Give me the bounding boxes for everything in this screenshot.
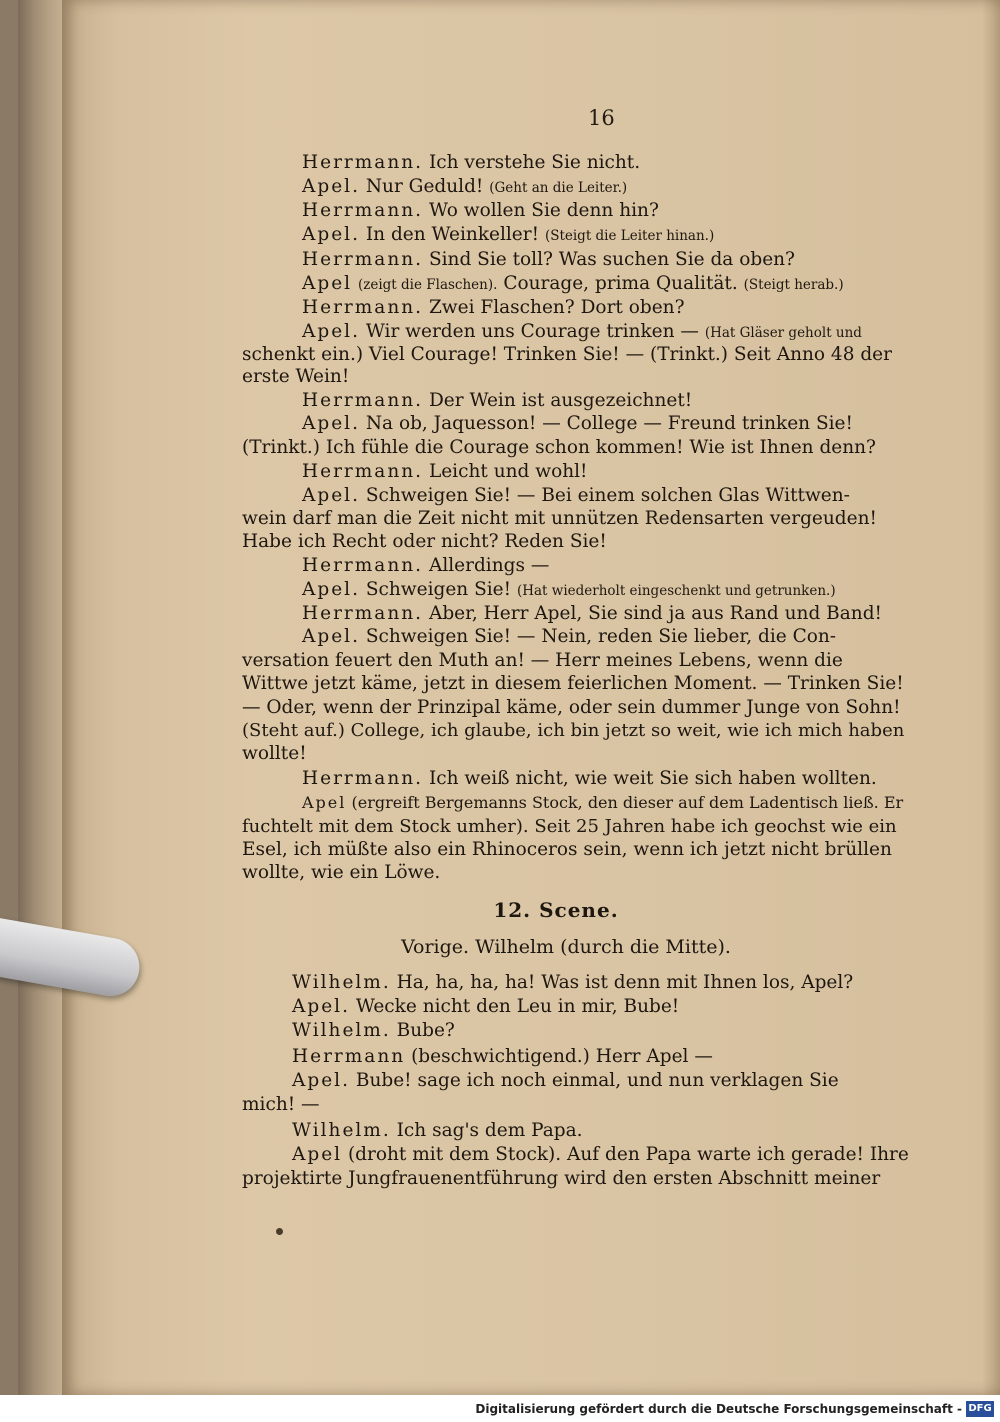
line-text: wein darf man die Zeit nicht mit unnützen Redensarten vergeuden!	[242, 508, 877, 529]
text-line	[302, 485, 850, 507]
line-text: Wittwe jetzt käme, jetzt in diesem feierlichen Moment. — Trinken Sie!	[242, 673, 904, 694]
line-text: Wir werden uns Courage trinken —	[365, 321, 699, 342]
text-line	[302, 390, 692, 412]
speaker-name: Apel.	[292, 996, 350, 1017]
text-line	[242, 344, 892, 366]
speaker-name: Apel.	[302, 626, 360, 647]
stage-direction: (Steigt die Leiter hinan.)	[544, 228, 715, 244]
text-line	[302, 224, 714, 247]
line-text: Esel, ich müßte also ein Rhinoceros sein, wenn ich jetzt nicht brüllen	[242, 839, 892, 860]
text-line	[242, 437, 876, 459]
text-line	[242, 839, 892, 861]
text-line	[242, 673, 904, 695]
line-text: Wecke nicht den Leu in mir, Bube!	[355, 996, 680, 1017]
text-line	[292, 1120, 583, 1142]
text-line	[302, 626, 836, 648]
text-line	[302, 321, 862, 344]
text-line	[292, 1144, 909, 1166]
text-line	[292, 996, 679, 1018]
line-text: (droht mit dem Stock). Auf den Papa warte ich gerade! Ihre	[347, 1144, 909, 1165]
text-line	[242, 508, 877, 530]
stage-direction: (Hat wiederholt eingeschenkt und getrunken.)	[516, 583, 836, 599]
speaker-name: Herrmann.	[302, 152, 424, 173]
speaker-name: Wilhelm.	[292, 972, 391, 993]
speaker-name: Apel.	[292, 1070, 350, 1091]
text-line	[302, 273, 844, 296]
line-text: Schweigen Sie! — Nein, reden Sie lieber, die Con-	[365, 626, 837, 647]
text-line	[242, 650, 843, 672]
line-text: mich! —	[242, 1094, 320, 1115]
text-line	[302, 413, 853, 435]
speaker-name: Apel	[302, 273, 353, 294]
line-text: Schweigen Sie!	[365, 579, 512, 600]
speaker-name: Wilhelm.	[292, 1020, 391, 1041]
text-line	[242, 720, 904, 742]
line-text: Allerdings —	[428, 555, 550, 576]
line-text: wollte!	[242, 743, 307, 764]
text-line	[302, 152, 640, 174]
line-text: versation feuert den Muth an! — Herr meines Lebens, wenn die	[242, 650, 843, 671]
stage-direction: (Geht an die Leiter.)	[489, 180, 628, 196]
text-line	[242, 816, 897, 838]
text-line	[292, 1020, 455, 1042]
line-text: Ha, ha, ha, ha! Was ist denn mit Ihnen los, Apel?	[396, 972, 854, 993]
text-line	[242, 743, 307, 765]
line-text: Schweigen Sie! — Bei einem solchen Glas Wittwen-	[365, 485, 850, 506]
stage-direction: (Steigt herab.)	[743, 277, 844, 293]
line-text: — Oder, wenn der Prinzipal käme, oder sein dummer Junge von Sohn!	[242, 697, 901, 718]
line-text: Sind Sie toll? Was suchen Sie da oben?	[428, 249, 795, 270]
footer-credit: Digitalisierung gefördert durch die Deutsche Forschungsgemeinschaft -	[475, 1402, 962, 1416]
speaker-name: Herrmann.	[302, 200, 424, 221]
text-line	[242, 1168, 880, 1190]
text-line	[302, 176, 627, 199]
speaker-name: Herrmann.	[302, 461, 424, 482]
ink-spot	[276, 1228, 283, 1235]
stage-direction: (Hat Gläser geholt und	[704, 325, 862, 341]
text-line	[242, 1094, 320, 1116]
speaker-name: Apel.	[302, 413, 360, 434]
line-text: Wo wollen Sie denn hin?	[428, 200, 659, 221]
page-edge-shadow	[982, 0, 1000, 1395]
speaker-name: Herrmann	[292, 1046, 406, 1067]
line-text: Ich sag's dem Papa.	[396, 1120, 583, 1141]
speaker-name: Herrmann.	[302, 390, 424, 411]
scene-heading: 12. Scene.	[493, 898, 619, 922]
speaker-name: Apel.	[302, 579, 360, 600]
speaker-name: Apel.	[302, 485, 360, 506]
speaker-name: Apel.	[302, 321, 360, 342]
text-line	[302, 768, 877, 790]
line-text: wollte, wie ein Löwe.	[242, 862, 441, 883]
text-line	[242, 366, 349, 388]
line-text: Ich weiß nicht, wie weit Sie sich haben wollten.	[428, 768, 877, 789]
speaker-name: Herrmann.	[302, 249, 424, 270]
text-line	[302, 249, 795, 271]
text-line	[302, 792, 903, 814]
text-line	[302, 603, 882, 625]
line-text: Ich verstehe Sie nicht.	[428, 152, 641, 173]
line-text: (beschwichtigend.) Herr Apel —	[411, 1046, 713, 1067]
speaker-name: Wilhelm.	[292, 1120, 391, 1141]
text-line	[242, 862, 440, 884]
text-line	[292, 972, 853, 994]
text-line	[292, 1046, 713, 1068]
line-text: (Steht auf.) College, ich glaube, ich bin jetzt so weit, wie ich mich haben	[242, 720, 905, 741]
text-line	[292, 1070, 839, 1092]
speaker-name: Apel	[302, 793, 347, 812]
stage-direction: (zeigt die Flaschen).	[357, 277, 498, 293]
scene-subheading: Vorige. Wilhelm (durch die Mitte).	[401, 936, 731, 958]
line-text: Bube?	[396, 1020, 455, 1041]
text-line	[302, 461, 588, 483]
page-number: 16	[588, 106, 615, 130]
text-line	[242, 531, 607, 553]
line-text: Leicht und wohl!	[428, 461, 588, 482]
speaker-name: Herrmann.	[302, 555, 424, 576]
line-text: Aber, Herr Apel, Sie sind ja aus Rand und Band!	[428, 603, 882, 624]
speaker-name: Herrmann.	[302, 297, 424, 318]
line-text: Courage, prima Qualität.	[503, 273, 738, 294]
dfg-logo: DFG	[966, 1401, 994, 1417]
line-text: (ergreift Bergemanns Stock, den dieser auf dem Ladentisch ließ. Er	[351, 793, 904, 812]
speaker-name: Apel.	[302, 224, 360, 245]
text-line	[302, 297, 685, 319]
line-text: Bube! sage ich noch einmal, und nun verklagen Sie	[355, 1070, 839, 1091]
line-text: Der Wein ist ausgezeichnet!	[428, 390, 693, 411]
text-line	[302, 200, 659, 222]
cover-edge	[18, 0, 64, 1395]
text-line	[302, 579, 836, 602]
line-text: (Trinkt.) Ich fühle die Courage schon kommen! Wie ist Ihnen denn?	[242, 437, 876, 458]
speaker-name: Apel	[292, 1144, 343, 1165]
line-text: erste Wein!	[242, 366, 350, 387]
line-text: In den Weinkeller!	[365, 224, 540, 245]
line-text: Habe ich Recht oder nicht? Reden Sie!	[242, 531, 607, 552]
text-line	[242, 697, 901, 719]
line-text: schenkt ein.) Viel Courage! Trinken Sie! — (Trinkt.) Seit Anno 48 der	[242, 344, 892, 365]
line-text: projektirte Jungfrauenentführung wird den ersten Abschnitt meiner	[242, 1168, 881, 1189]
line-text: Nur Geduld!	[365, 176, 484, 197]
text-line	[302, 555, 549, 577]
line-text: Zwei Flaschen? Dort oben?	[428, 297, 685, 318]
line-text: fuchtelt mit dem Stock umher). Seit 25 Jahren habe ich geochst wie ein	[242, 816, 897, 837]
speaker-name: Herrmann.	[302, 603, 424, 624]
line-text: Na ob, Jaquesson! — College — Freund trinken Sie!	[365, 413, 853, 434]
speaker-name: Herrmann.	[302, 768, 424, 789]
speaker-name: Apel.	[302, 176, 360, 197]
